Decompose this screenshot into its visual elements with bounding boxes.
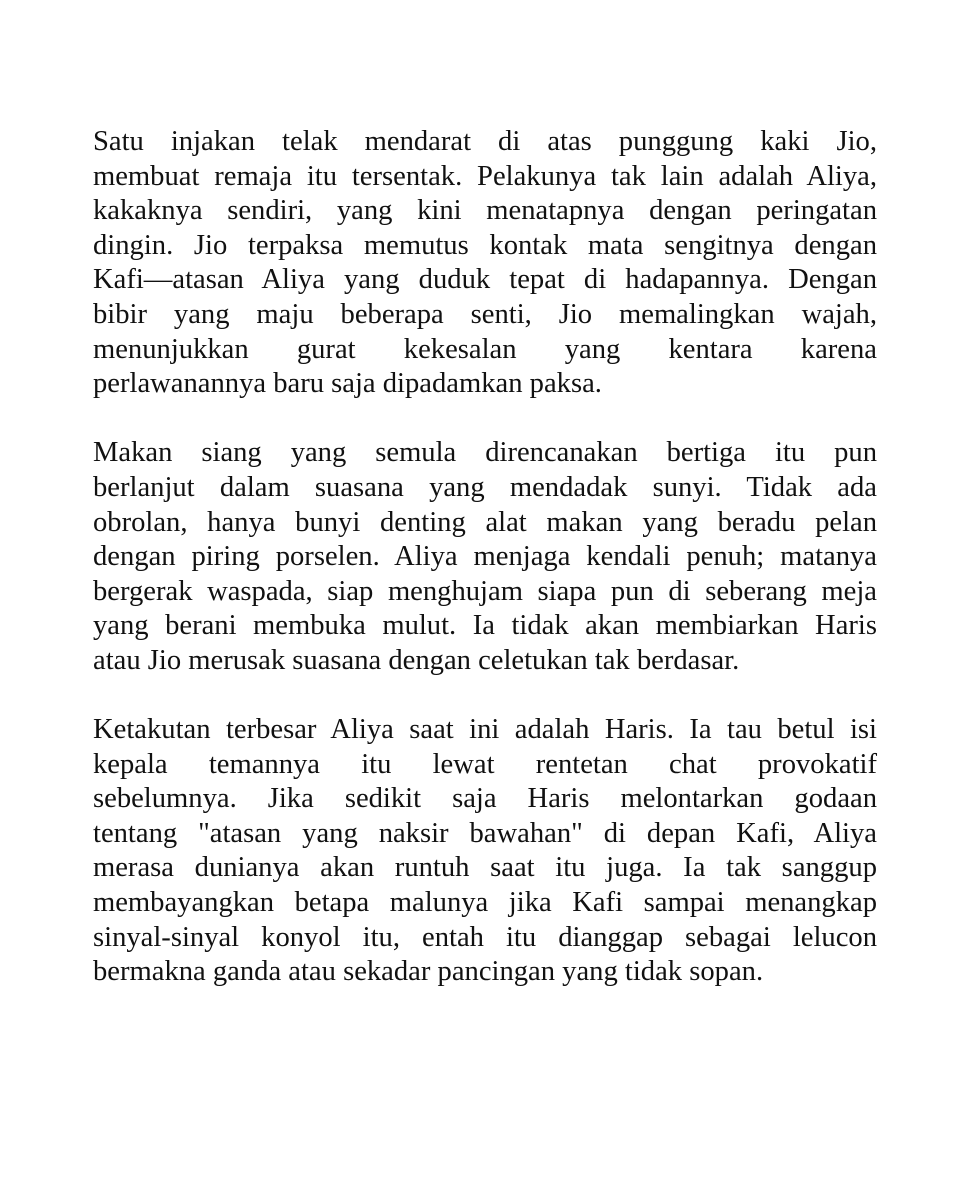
text-line: yang berani membuka mulut. Ia tidak akan membiarkan Haris [93, 610, 877, 642]
text-line: atau Jio merusak suasana dengan celetukan tak berdasar. [93, 644, 740, 676]
text-line: membayangkan betapa malunya jika Kafi sampai menangkap [93, 887, 877, 919]
text-line: kakaknya sendiri, yang kini menatapnya dengan peringatan [93, 195, 877, 227]
paragraph-3 [93, 713, 877, 990]
paragraph-1 [93, 125, 877, 402]
text-line: Ketakutan terbesar Aliya saat ini adalah Haris. Ia tau betul isi [93, 714, 877, 746]
text-line: bibir yang maju beberapa senti, Jio memalingkan wajah, [93, 298, 877, 330]
text-line: sinyal-sinyal konyol itu, entah itu dianggap sebagai lelucon [93, 921, 877, 953]
document-page [93, 125, 877, 1024]
text-line: berlanjut dalam suasana yang mendadak sunyi. Tidak ada [93, 471, 877, 503]
text-line: menunjukkan gurat kekesalan yang kentara karena [93, 333, 877, 365]
paragraph-2 [93, 436, 877, 678]
text-line: sebelumnya. Jika sedikit saja Haris melontarkan godaan [93, 783, 877, 815]
text-line: bermakna ganda atau sekadar pancingan yang tidak sopan. [93, 956, 764, 988]
text-line: merasa dunianya akan runtuh saat itu juga. Ia tak sanggup [93, 852, 877, 884]
text-line: Makan siang yang semula direncanakan bertiga itu pun [93, 437, 877, 469]
text-line: Kafi—atasan Aliya yang duduk tepat di hadapannya. Dengan [93, 264, 877, 296]
text-line: Satu injakan telak mendarat di atas punggung kaki Jio, [93, 126, 877, 157]
text-line: perlawanannya baru saja dipadamkan paksa. [93, 368, 602, 400]
text-line: kepala temannya itu lewat rentetan chat provokatif [93, 748, 877, 780]
text-line: bergerak waspada, siap menghujam siapa pun di seberang meja [93, 575, 877, 607]
text-line: membuat remaja itu tersentak. Pelakunya tak lain adalah Aliya, [93, 160, 877, 192]
text-line: dingin. Jio terpaksa memutus kontak mata sengitnya dengan [93, 229, 877, 261]
text-line: dengan piring porselen. Aliya menjaga kendali penuh; matanya [93, 541, 877, 573]
text-line: tentang "atasan yang naksir bawahan" di depan Kafi, Aliya [93, 817, 877, 849]
text-line: obrolan, hanya bunyi denting alat makan yang beradu pelan [93, 506, 877, 538]
